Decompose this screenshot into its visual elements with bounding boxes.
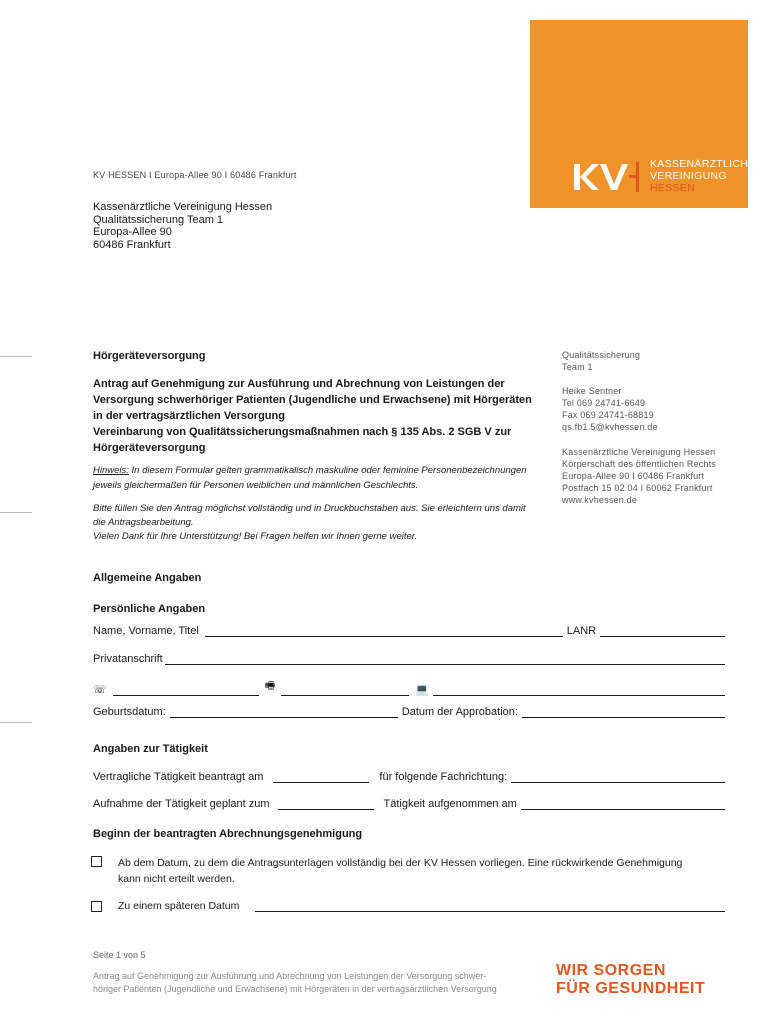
requested-date-field[interactable] <box>273 770 369 783</box>
contact-tel: Tel 069 24741-6649 <box>562 398 646 408</box>
sidebar-text: Europa-Allee 90 I 60486 Frankfurt <box>562 471 705 481</box>
slogan-line: FÜR GESUNDHEIT <box>556 980 706 997</box>
email-icon: 💻 <box>415 684 429 696</box>
option-text-line: Ab dem Datum, zu dem die Antragsunterlagen vollständig bei der KV Hessen vorliegen. Eine rückwirkende Genehmigung <box>118 857 683 869</box>
name-row <box>93 624 725 637</box>
kv-logo-icon <box>572 158 644 194</box>
form-title: Antrag auf Genehmigung zur Ausführung und Abrechnung von Leistungen der Versorgung schwerhöriger Patienten (Jugendliche und Erwachsene) mit Hörgeräten in der vertragsärztlichen Versorgung <box>93 378 532 422</box>
sidebar-department <box>562 349 640 373</box>
website-link[interactable]: www.kvhessen.de <box>562 495 638 505</box>
activity-planned-row <box>93 797 725 810</box>
birthdate-field[interactable] <box>170 705 398 718</box>
hint-text: In diesem Formular gelten grammatikalisch maskuline oder feminine Personenbezeichnungen jeweils gleichermaßen für Personen weiblichen und männlichen Geschlechts. <box>93 465 527 491</box>
sidebar-text: Kassenärztliche Vereinigung Hessen <box>562 447 716 457</box>
contact-row <box>93 677 725 696</box>
activity-requested-row <box>93 770 725 783</box>
recipient-address <box>93 201 272 251</box>
address-field[interactable] <box>165 652 725 665</box>
recipient-line: 60486 Frankfurt <box>93 238 171 251</box>
later-date-field[interactable] <box>255 899 725 912</box>
fold-mark <box>0 512 32 513</box>
address-label: Privatanschrift <box>93 653 163 665</box>
sidebar-text: Qualitätssicherung <box>562 350 641 360</box>
section-billing-start: Beginn der beantragten Abrechnungsgenehmigung <box>93 828 363 840</box>
instruction-paragraph <box>93 502 533 544</box>
lanr-label: LANR <box>566 625 597 637</box>
sidebar-organisation <box>562 446 716 506</box>
approbation-label: Datum der Approbation: <box>401 706 518 718</box>
specialty-label: für folgende Fachrichtung: <box>379 771 508 783</box>
contact-fax: Fax 069 24741-68819 <box>562 410 654 420</box>
later-date-label: Zu einem späteren Datum <box>118 900 240 912</box>
started-date-field[interactable] <box>521 797 725 810</box>
section-activity: Angaben zur Tätigkeit <box>93 743 208 755</box>
fold-mark <box>0 356 32 357</box>
doc-heading: Hörgeräteversorgung <box>93 350 206 362</box>
footer-line: höriger Patienten (Jugendliche und Erwachsene) mit Hörgeräten in der vertragsärztlichen Versorgung <box>93 984 497 994</box>
instruction-line: Vielen Dank für Ihre Unterstützung! Bei Fragen helfen wir Ihnen gerne weiter. <box>93 531 418 542</box>
sidebar-contact <box>562 385 658 433</box>
footer-line: Antrag auf Genehmigung zur Ausführung und Abrechnung von Leistungen der Versorgung schwer- <box>93 971 487 981</box>
requested-label: Vertragliche Tätigkeit beantragt am <box>93 771 264 783</box>
footer-doc-title <box>93 970 533 996</box>
option-complete-documents-checkbox[interactable] <box>91 856 102 867</box>
address-row <box>93 652 725 665</box>
recipient-line: Europa-Allee 90 <box>93 226 172 238</box>
fax-icon: 🖷 <box>264 680 276 692</box>
slogan <box>556 962 705 998</box>
phone-icon: ☏ <box>93 684 107 696</box>
name-field[interactable] <box>205 624 563 637</box>
lanr-field[interactable] <box>600 624 725 637</box>
sidebar-text: Team 1 <box>562 362 593 372</box>
fax-field[interactable] <box>281 683 409 696</box>
approbation-field[interactable] <box>522 705 725 718</box>
sidebar-text: Postfach 15 02 04 I 60062 Frankfurt <box>562 483 713 493</box>
phone-field[interactable] <box>113 683 259 696</box>
contact-email[interactable]: qs.fb1.5@kvhessen.de <box>562 422 658 432</box>
specialty-field[interactable] <box>511 770 725 783</box>
started-label: Tätigkeit aufgenommen am <box>383 798 517 810</box>
option-text-line: kann nicht erteilt werden. <box>118 873 235 885</box>
logo-text-line3: HESSEN <box>650 182 695 194</box>
form-subtitle: Vereinbarung von Qualitätssicherungsmaßnahmen nach § 135 Abs. 2 SGB V zur Hörgeräteversorgung <box>93 426 512 454</box>
logo-text-line1: KASSENÄRZTLICHE <box>650 158 756 170</box>
planned-label: Aufnahme der Tätigkeit geplant zum <box>93 798 270 810</box>
name-label: Name, Vorname, Titel <box>93 625 199 637</box>
hint-paragraph <box>93 463 533 493</box>
slogan-line: WIR SORGEN <box>556 962 666 979</box>
email-field[interactable] <box>433 683 725 696</box>
hint-label: Hinweis: <box>93 465 129 476</box>
option-later-date-row <box>118 899 725 912</box>
sidebar-text: Körperschaft des öffentlichen Rechts <box>562 459 717 469</box>
page-number: Seite 1 von 5 <box>93 950 146 960</box>
planned-date-field[interactable] <box>278 797 374 810</box>
recipient-line: Qualitätssicherung Team 1 <box>93 213 224 226</box>
section-personal: Persönliche Angaben <box>93 603 206 615</box>
fold-mark <box>0 722 32 723</box>
contact-name: Heike Sentner <box>562 386 622 396</box>
birthdate-label: Geburtsdatum: <box>93 706 166 718</box>
logo-wordmark <box>650 158 755 194</box>
option-later-date-checkbox[interactable] <box>91 901 102 912</box>
sender-line: KV HESSEN I Europa-Allee 90 I 60486 Frankfurt <box>93 170 297 180</box>
section-general: Allgemeine Angaben <box>93 572 202 584</box>
instruction-line: Bitte füllen Sie den Antrag möglichst vollständig und in Druckbuchstaben aus. Sie erleichtern uns damit die Antragsbearbeitung. <box>93 503 526 528</box>
logo-text-line2: VEREINIGUNG <box>650 170 727 182</box>
dates-row <box>93 705 725 718</box>
option-complete-documents-text <box>118 855 728 887</box>
recipient-line: Kassenärztliche Vereinigung Hessen <box>93 201 273 213</box>
